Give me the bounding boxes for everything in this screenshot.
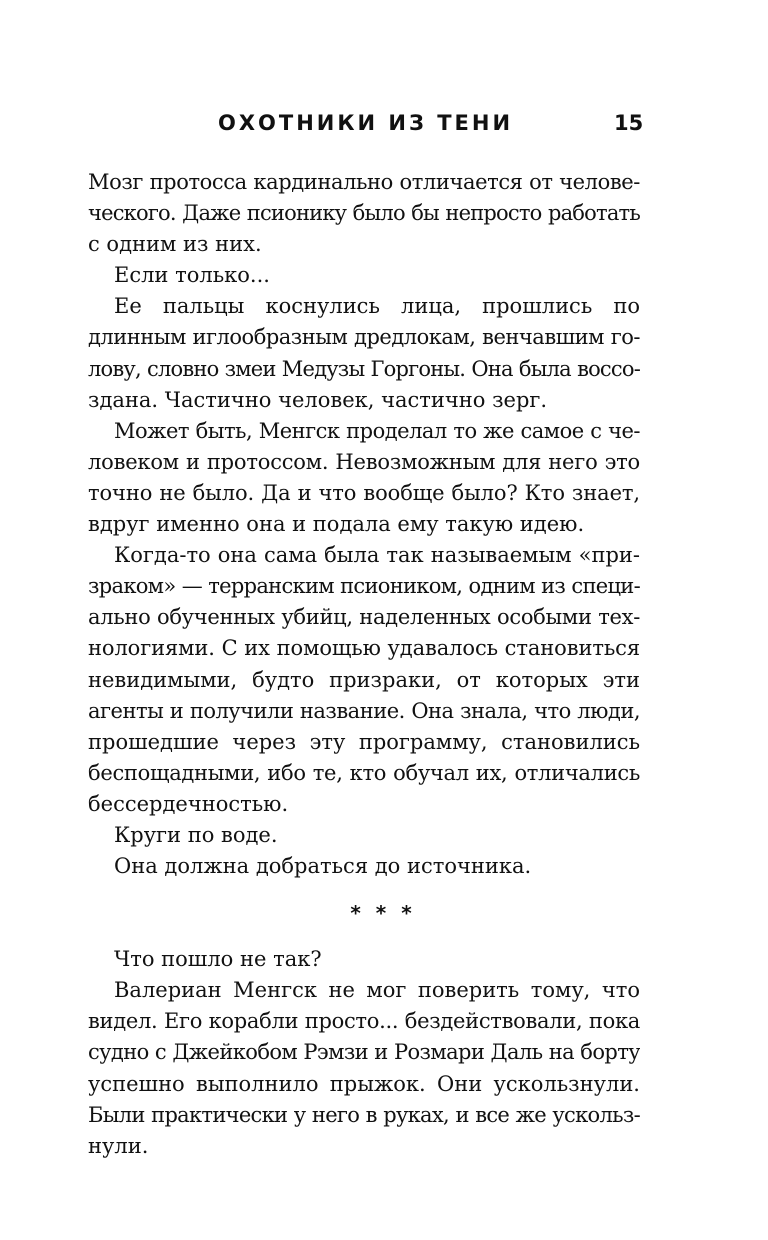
- text-line: ально обученных убийц, наделенных особыми тех-: [88, 605, 640, 630]
- text-line: лову, словно змеи Медузы Горгоны. Она была воссо-: [88, 356, 640, 381]
- text-line: Ее пальцы коснулись лица, прошлись по: [114, 294, 640, 319]
- text-line: длинным иглообразным дредлокам, венчавшим го-: [88, 325, 640, 350]
- paragraph: [114, 260, 640, 291]
- text-line: бессердечностью.: [88, 791, 289, 816]
- text-line: нологиями. С их помощью удавалось становиться: [88, 636, 640, 661]
- text-line: Если только...: [114, 263, 270, 288]
- text-line: Были практически у него в руках, и все же ускольз-: [88, 1102, 640, 1127]
- text-line: Что пошло не так?: [114, 947, 322, 972]
- page-number: 15: [614, 111, 644, 135]
- running-title: ОХОТНИКИ ИЗ ТЕНИ: [218, 111, 514, 135]
- text-line: невидимыми, будто призраки, от которых эти: [88, 667, 640, 692]
- text-line: Мозг протосса кардинально отличается от челове-: [88, 170, 640, 194]
- text-line: здана. Частично человек, частично зерг.: [88, 387, 548, 412]
- section-separator: * * *: [350, 901, 416, 926]
- text-line: Круги по воде.: [114, 822, 278, 847]
- text-line: Валериан Менгск не мог поверить тому, что: [114, 978, 640, 1003]
- paragraph: [88, 540, 640, 820]
- paragraph: [88, 291, 640, 415]
- text-line: успешно выполнило прыжок. Они ускользнули.: [88, 1071, 640, 1096]
- text-line: ческого. Даже псионику было бы непросто работать: [88, 201, 640, 226]
- paragraph: [114, 820, 640, 851]
- paragraphs-after-separator: [88, 944, 640, 1162]
- paragraph: [114, 944, 640, 975]
- text-line: точно не было. Да и что вообще было? Кто знает,: [88, 480, 640, 505]
- text-line: агенты и получили название. Она знала, что люди,: [88, 698, 640, 723]
- paragraphs-before-separator: [88, 167, 640, 882]
- text-line: видел. Его корабли просто... бездействовали, пока: [88, 1009, 640, 1034]
- paragraph: [88, 416, 640, 540]
- text-line: с одним из них.: [88, 232, 262, 257]
- text-line: прошедшие через эту программу, становились: [88, 729, 640, 754]
- running-header: [0, 106, 768, 140]
- paragraph: [114, 851, 640, 882]
- text-line: судно с Джейкобом Рэмзи и Розмари Даль на борту: [88, 1040, 640, 1065]
- paragraph: [88, 167, 640, 260]
- paragraph: [88, 975, 640, 1162]
- body-text: [88, 167, 640, 1162]
- text-line: Может быть, Менгск проделал то же самое с че-: [114, 418, 640, 443]
- text-line: беспощадными, ибо те, кто обучал их, отличались: [88, 760, 640, 785]
- text-line: вдруг именно она и подала ему такую идею.: [88, 512, 585, 537]
- text-line: зраком» — терранским псиоником, одним из специ-: [88, 574, 640, 599]
- text-line: нули.: [88, 1133, 149, 1158]
- text-line: Когда-то она сама была так называемым «при-: [114, 543, 640, 568]
- text-line: ловеком и протоссом. Невозможным для него это: [88, 449, 640, 474]
- text-line: Она должна добраться до источника.: [114, 854, 532, 879]
